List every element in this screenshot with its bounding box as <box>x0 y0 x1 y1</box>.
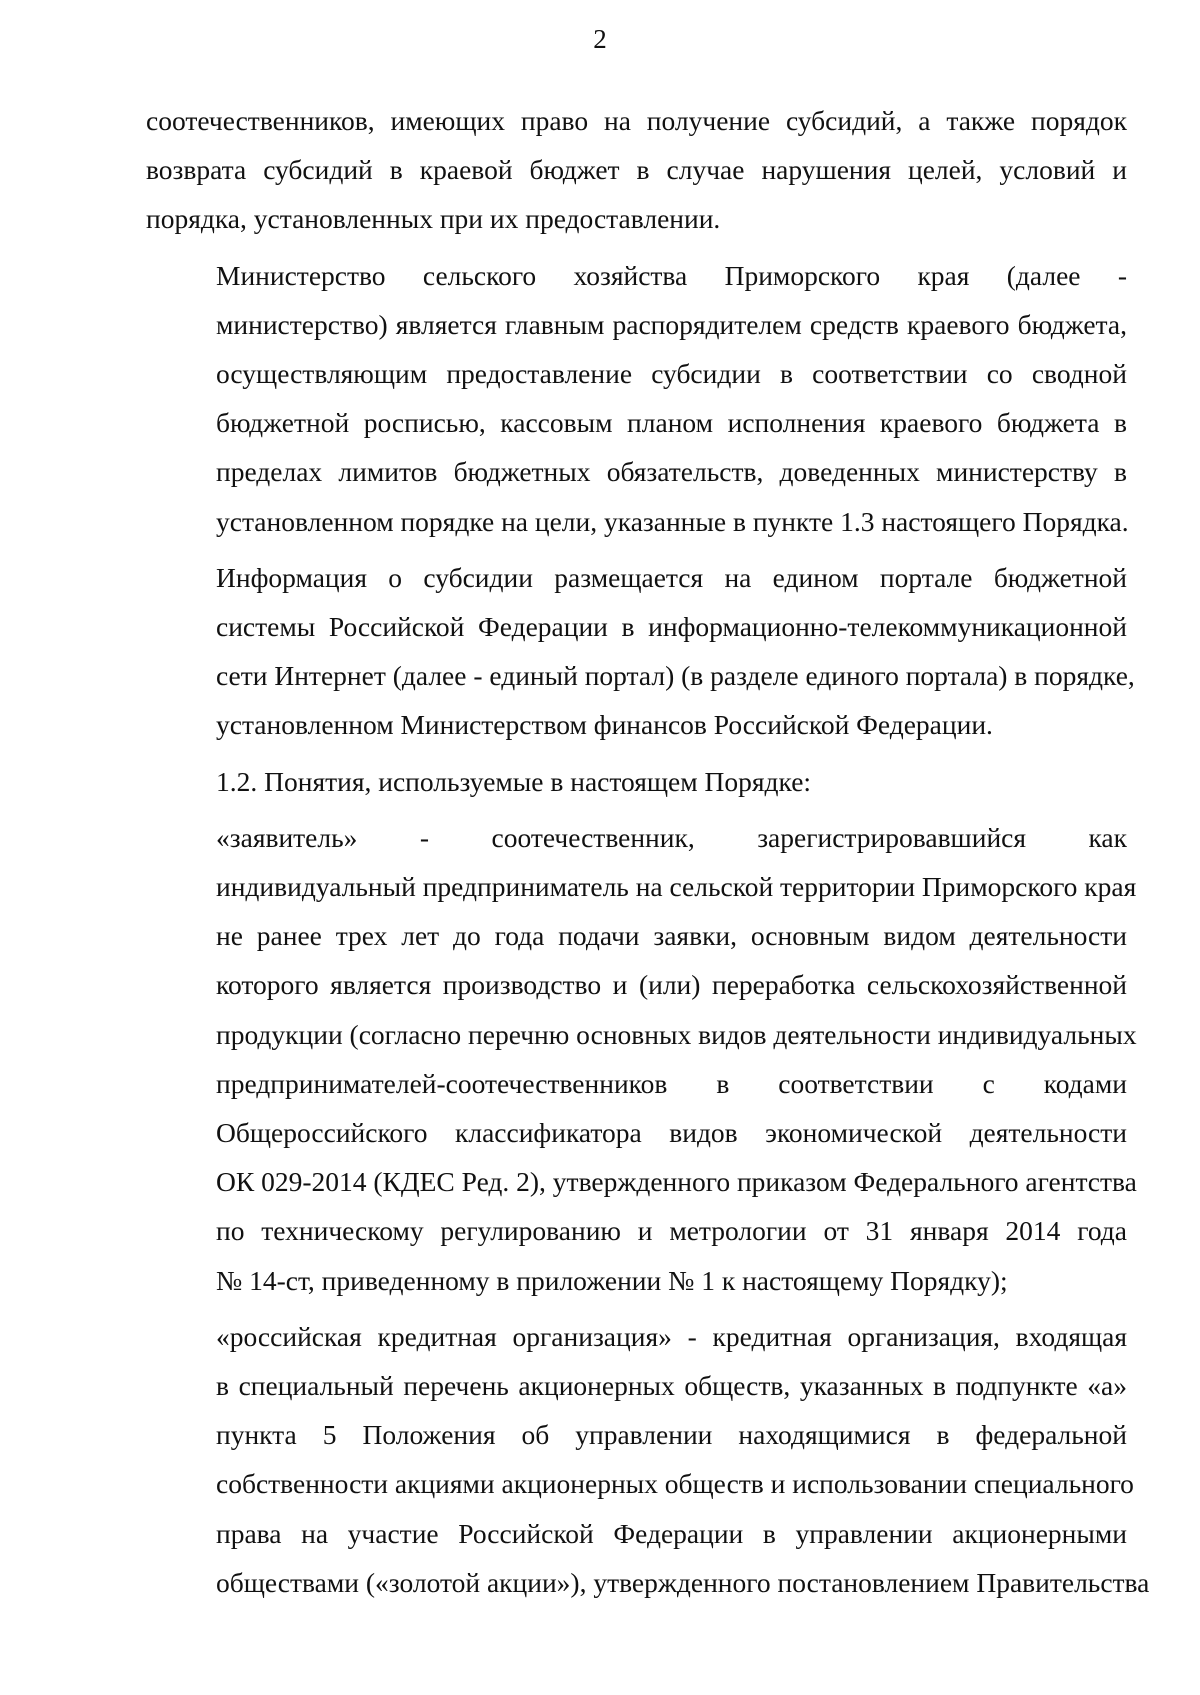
text-line: соотечественников, имеющих право на получение субсидий, а также порядок <box>146 105 1127 136</box>
text-line: продукции (согласно перечню основных видов деятельности индивидуальных <box>216 1018 1137 1050</box>
text-line: министерство) является главным распорядителем средств краевого бюджета, <box>216 308 1127 340</box>
text-line: предпринимателей-соотечественников в соответствии с кодами <box>216 1067 1127 1099</box>
text-line: «российская кредитная организация» - кредитная организация, входящая <box>216 1320 1127 1352</box>
text-line: не ранее трех лет до года подачи заявки, основным видом деятельности <box>216 920 1127 952</box>
document-body <box>146 96 1150 1607</box>
text-line: в специальный перечень акционерных обществ, указанных в подпункте «а» <box>216 1370 1127 1402</box>
text-line: Информация о субсидии размещается на едином портале бюджетной <box>216 561 1127 593</box>
text-line: индивидуальный предприниматель на сельской территории Приморского края <box>216 871 1137 903</box>
text-line: права на участие Российской Федерации в управлении акционерными <box>216 1517 1127 1549</box>
paragraph <box>146 553 1135 750</box>
text-line: № 14-ст, приведенному в приложении № 1 к настоящему Порядку); <box>216 1264 1008 1296</box>
text-line: 1.2. Понятия, используемые в настоящем Порядке: <box>216 765 812 797</box>
page-number: 2 <box>593 24 607 54</box>
text-line: сети Интернет (далее - единый портал) (в разделе единого портала) в порядке, <box>216 660 1135 692</box>
text-line: обществами («золотой акции»), утвержденного постановлением Правительства <box>216 1566 1150 1598</box>
text-line: собственности акциями акционерных обществ и использовании специального <box>216 1468 1134 1500</box>
text-line: «заявитель» - соотечественник, зарегистрировавшийся как <box>216 821 1127 853</box>
text-line: осуществляющим предоставление субсидии в соответствии со сводной <box>216 358 1127 390</box>
text-line: Министерство сельского хозяйства Приморского края (далее - <box>216 259 1127 291</box>
text-line: установленном порядке на цели, указанные в пункте 1.3 настоящего Порядка. <box>216 505 1129 537</box>
paragraph <box>146 757 1127 806</box>
text-line: пункта 5 Положения об управлении находящимися в федеральной <box>216 1419 1127 1451</box>
text-line: порядка, установленных при их предоставлении. <box>146 203 721 235</box>
text-line: Общероссийского классификатора видов экономической деятельности <box>216 1117 1127 1149</box>
text-line: пределах лимитов бюджетных обязательств, доведенных министерству в <box>216 456 1127 488</box>
paragraph <box>146 96 1127 244</box>
text-line: по техническому регулированию и метрологии от 31 января 2014 года <box>216 1215 1127 1247</box>
text-line: ОК 029-2014 (КДЕС Ред. 2), утвержденного приказом Федерального агентства <box>216 1166 1137 1198</box>
paragraph <box>146 1312 1150 1607</box>
text-line: системы Российской Федерации в информационно-телекоммуникационной <box>216 611 1127 643</box>
text-line: бюджетной росписью, кассовым планом исполнения краевого бюджета в <box>216 407 1127 439</box>
text-line: установленном Министерством финансов Российской Федерации. <box>216 709 993 741</box>
paragraph <box>146 251 1127 546</box>
text-line: возврата субсидий в краевой бюджет в случае нарушения целей, условий и <box>146 154 1127 186</box>
paragraph <box>146 813 1137 1305</box>
text-line: которого является производство и (или) переработка сельскохозяйственной <box>216 969 1127 1001</box>
